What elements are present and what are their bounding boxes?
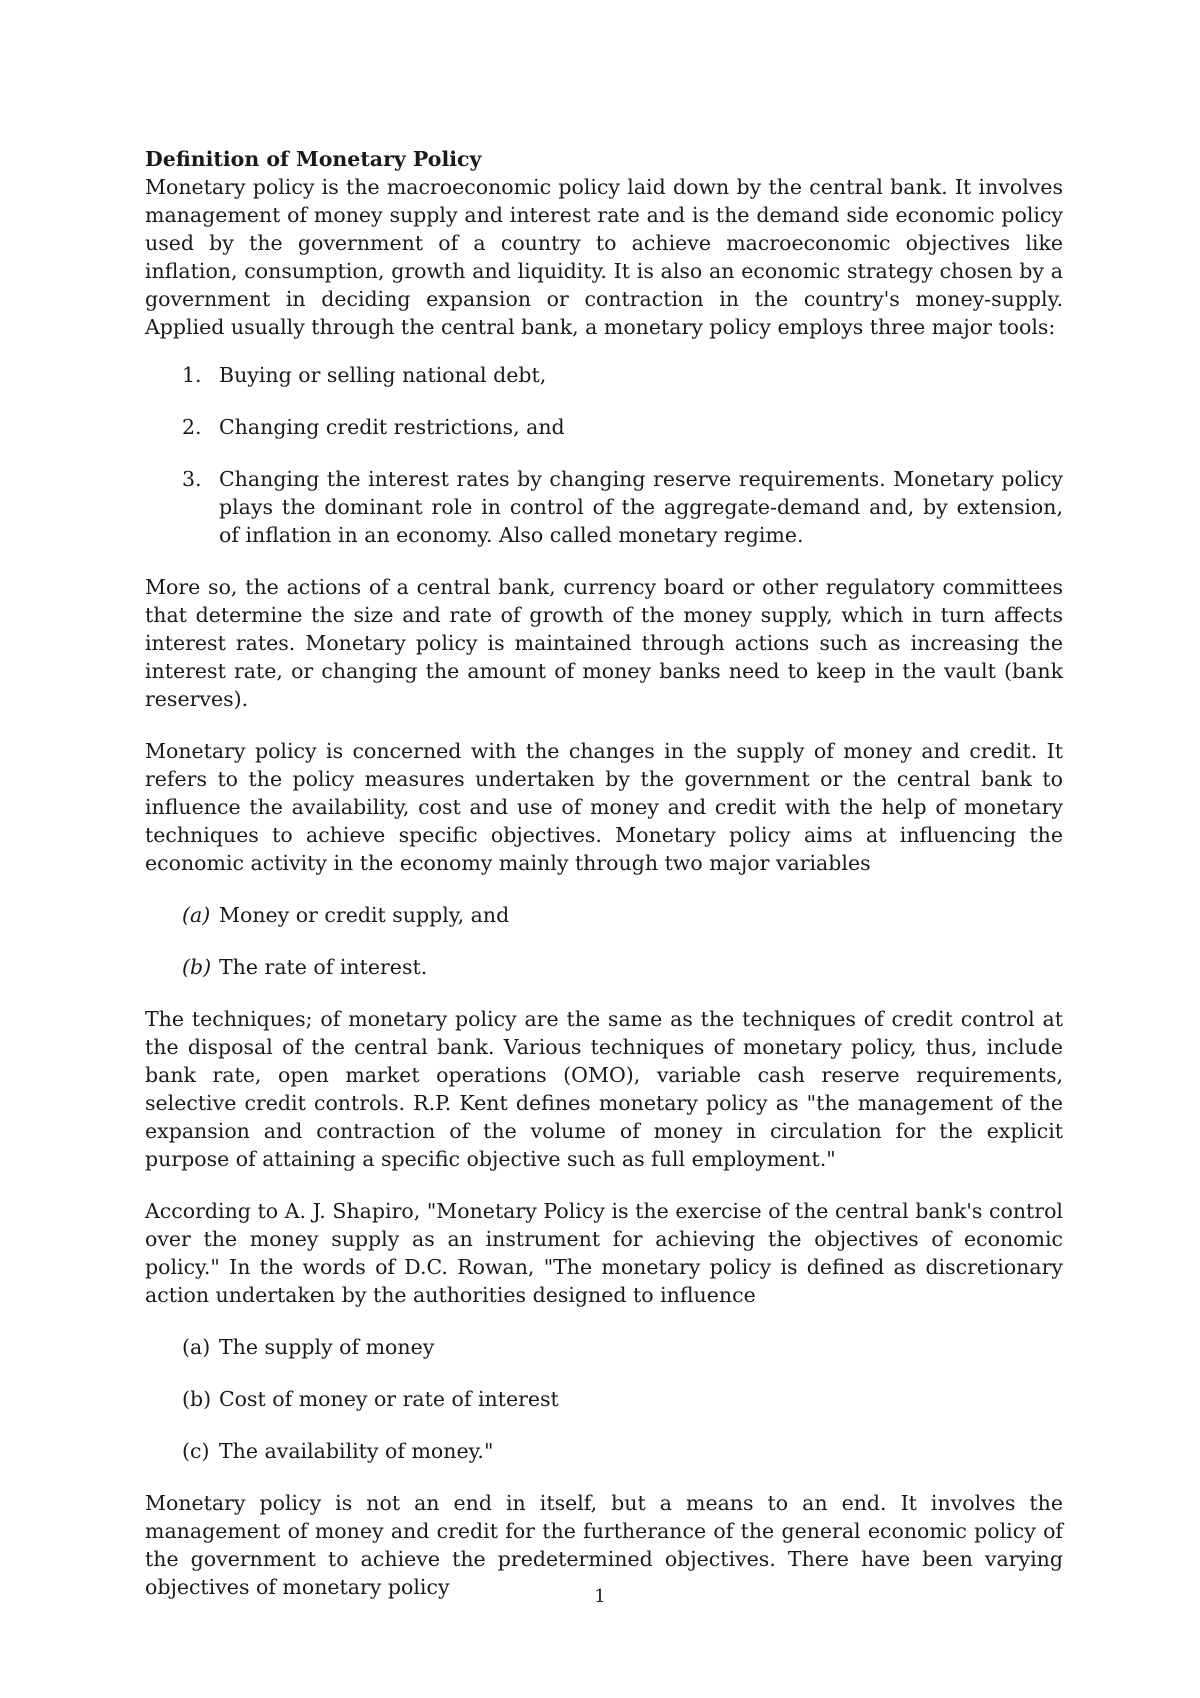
paragraph-shapiro: According to A. J. Shapiro, "Monetary Policy is the exercise of the central bank's control over the money supply as an instrument for achieving the objectives of economic policy." In the words of D.C. Rowan, "The monetary policy is defined as discretionary action undertaken by the authorities designed to influence [145, 1199, 1063, 1307]
list-marker: 2. [182, 415, 202, 439]
paragraph-techniques: The techniques; of monetary policy are the same as the techniques of credit control at the disposal of the central bank. Various techniques of monetary policy, thus, include bank rate, open market operations (OMO), variable cash reserve requirements, selective credit controls. R.P. Kent defines monetary policy as "the management of the expansion and contraction of the volume of money in circulation for the explicit purpose of attaining a specific objective such as full employment." [145, 1007, 1063, 1171]
tools-list [145, 361, 1063, 549]
list-marker: (a) [182, 903, 211, 927]
list-marker: (c) [182, 1439, 210, 1463]
document-body [145, 145, 1063, 1625]
list-marker: 1. [182, 363, 202, 387]
list-item-text: The availability of money." [219, 1439, 494, 1463]
list-marker: 3. [182, 467, 202, 491]
section-heading: Definition of Monetary Policy [145, 147, 482, 171]
list-item [145, 413, 1063, 441]
list-item [145, 1385, 1063, 1413]
list-item-text: The supply of money [219, 1335, 435, 1359]
list-item-text: Money or credit supply, and [219, 903, 510, 927]
list-item [145, 1333, 1063, 1361]
list-item-text: Buying or selling national debt, [219, 363, 547, 387]
page-number: 1 [594, 1586, 606, 1607]
list-marker: (b) [182, 1387, 212, 1411]
list-item [145, 953, 1063, 981]
paragraph-more-so: More so, the actions of a central bank, currency board or other regulatory committees that determine the size and rate of growth of the money supply, which in turn affects interest rates. Monetary policy is maintained through actions such as increasing the interest rate, or changing the amount of money banks need to keep in the vault (bank reserves). [145, 575, 1063, 711]
variables-list [145, 901, 1063, 981]
paragraph-concerned: Monetary policy is concerned with the changes in the supply of money and credit. It refers to the policy measures undertaken by the government or the central bank to influence the availability, cost and use of money and credit with the help of monetary techniques to achieve specific objectives. Monetary policy aims at influencing the economic activity in the economy mainly through two major variables [145, 739, 1063, 875]
list-item-text: Changing the interest rates by changing reserve requirements. Monetary policy plays the dominant role in control of the aggregate-demand and, by extension, of inflation in an economy. Also called monetary regime. [219, 467, 1063, 547]
paragraph-definition: Monetary policy is the macroeconomic policy laid down by the central bank. It involves management of money supply and interest rate and is the demand side economic policy used by the government of a country to achieve macroeconomic objectives like inflation, consumption, growth and liquidity. It is also an economic strategy chosen by a government in deciding expansion or contraction in the country's money-supply. Applied usually through the central bank, a monetary policy employs three major tools: [145, 175, 1063, 339]
list-item [145, 465, 1063, 549]
list-item-text: Cost of money or rate of interest [219, 1387, 559, 1411]
list-item [145, 361, 1063, 389]
influence-list [145, 1333, 1063, 1465]
list-item [145, 901, 1063, 929]
list-marker: (b) [182, 955, 212, 979]
list-item [145, 1437, 1063, 1465]
list-marker: (a) [182, 1335, 211, 1359]
paragraph-not-an-end: Monetary policy is not an end in itself, but a means to an end. It involves the management of money and credit for the furtherance of the general economic policy of the government to achieve the predetermined objectives. There have been varying objectives of monetary policy [145, 1491, 1063, 1599]
list-item-text: Changing credit restrictions, and [219, 415, 565, 439]
list-item-text: The rate of interest. [219, 955, 428, 979]
